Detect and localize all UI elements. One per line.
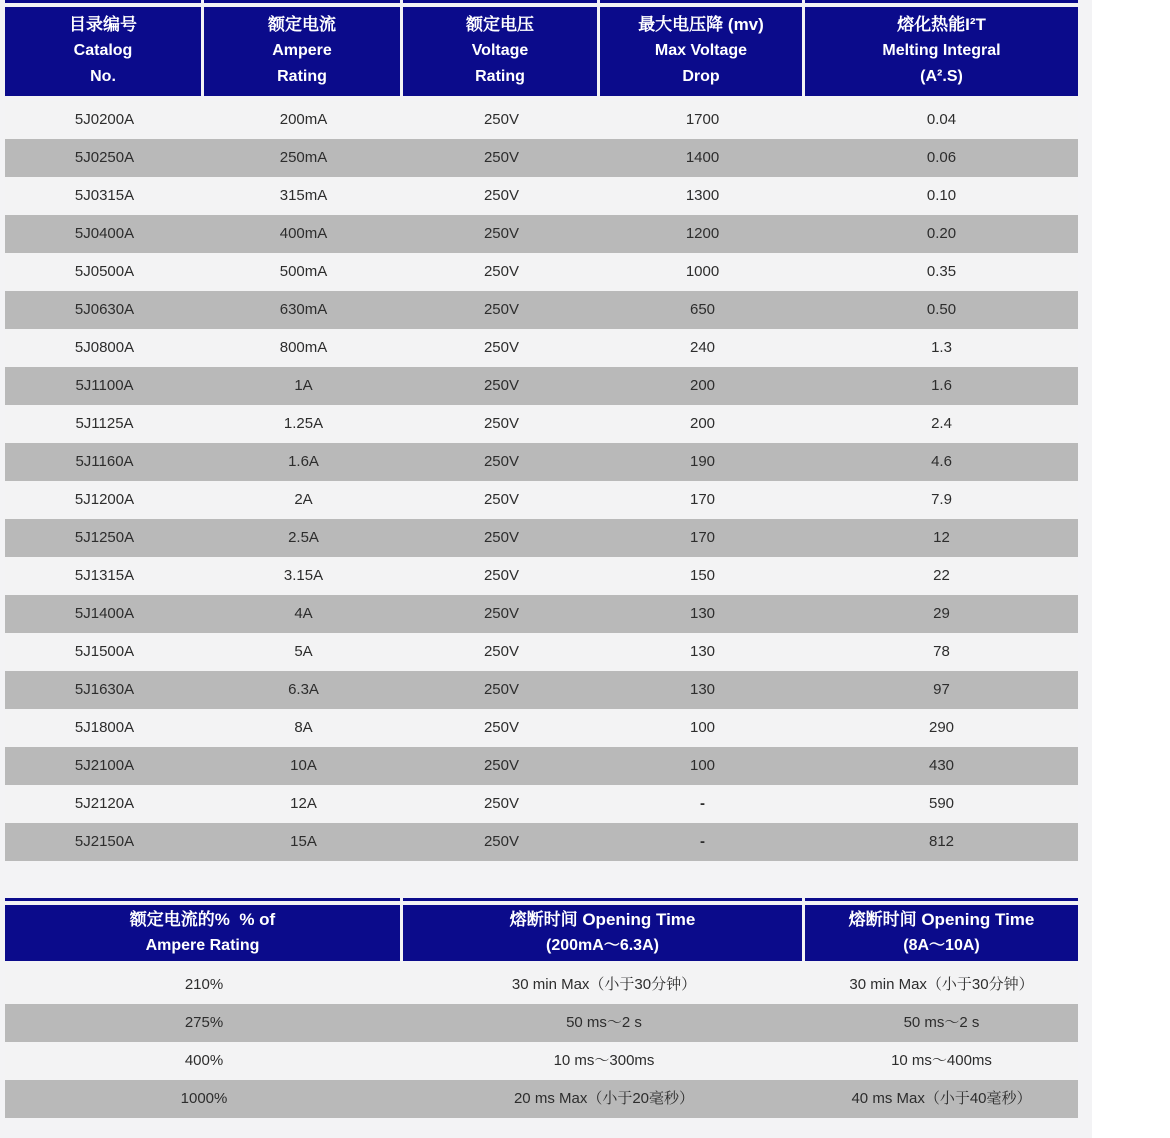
table-cell: 4.6 [931, 453, 952, 470]
table-cell: 200mA [279, 111, 328, 128]
table-cell: 250V [483, 643, 520, 660]
table-cell: 5J0250A [74, 149, 135, 166]
spec-row [5, 253, 1078, 291]
spec-table-header [5, 7, 1078, 96]
header-cell-max-voltage-drop [600, 7, 805, 96]
header-cell-opening-time-low-range [403, 905, 805, 961]
spec-row [5, 709, 1078, 747]
table-cell: 5A [294, 643, 313, 660]
table-cell: 812 [928, 833, 955, 850]
table-cell: 5J2120A [74, 795, 135, 812]
table-cell: 30 min Max（小于30分钟） [511, 976, 697, 993]
table-cell: 1200 [685, 225, 720, 242]
spec-row [5, 785, 1078, 823]
top-border-segment [403, 898, 805, 901]
table-cell: 315mA [279, 187, 328, 204]
opening-time-table-top-border [5, 898, 1078, 901]
table-cell: 250V [483, 225, 520, 242]
table-cell: 1000 [685, 263, 720, 280]
table-cell: 250V [483, 757, 520, 774]
table-cell: 400% [184, 1052, 224, 1069]
spec-row [5, 633, 1078, 671]
spec-table-body [5, 101, 1078, 861]
header-label-zh: 目录编号 [69, 15, 137, 34]
opening-time-table-body [5, 966, 1078, 1118]
table-cell: 100 [689, 719, 716, 736]
opening-time-row [5, 1080, 1078, 1118]
spec-row [5, 823, 1078, 861]
table-cell: 30 min Max（小于30分钟） [849, 976, 1034, 993]
header-label-zh: 熔断时间 Opening Time [509, 910, 696, 929]
header-cell-catalog-no [5, 7, 204, 96]
table-cell: 250V [483, 111, 520, 128]
table-cell: 250V [483, 187, 520, 204]
header-label-zh: 额定电流 [268, 15, 336, 34]
table-cell: 250V [483, 605, 520, 622]
table-cell: 200 [689, 415, 716, 432]
table-cell: 0.06 [926, 149, 957, 166]
header-label-en: Voltage [471, 42, 529, 59]
header-cell-ampere-rating [204, 7, 403, 96]
spec-row [5, 557, 1078, 595]
table-cell: 430 [928, 757, 955, 774]
table-cell: 170 [689, 491, 716, 508]
spec-row [5, 443, 1078, 481]
table-cell: 5J0630A [74, 301, 135, 318]
table-cell: 290 [928, 719, 955, 736]
table-cell: 130 [689, 681, 716, 698]
table-cell: 5J0400A [74, 225, 135, 242]
table-cell: 1.25A [283, 415, 324, 432]
header-label-en: (200mA～6.3A) [546, 937, 659, 954]
spec-row [5, 405, 1078, 443]
table-cell: 1.3 [931, 339, 952, 356]
table-cell: 5J1160A [75, 453, 134, 470]
table-cell: 5J1500A [74, 643, 135, 660]
table-cell: 500mA [279, 263, 328, 280]
table-cell: 12A [290, 795, 317, 812]
table-cell: 50 ms～2 s [566, 1014, 642, 1031]
spec-row [5, 177, 1078, 215]
table-cell: 5J0500A [74, 263, 135, 280]
header-cell-voltage-rating [403, 7, 600, 96]
spec-row [5, 139, 1078, 177]
header-label-zh: 额定电流的% % of [129, 910, 276, 929]
table-cell: 50 ms～2 s [903, 1014, 980, 1031]
opening-time-table-header [5, 905, 1078, 961]
spec-row [5, 519, 1078, 557]
table-cell: 250V [483, 301, 520, 318]
table-cell: 2A [294, 491, 313, 508]
spec-row [5, 291, 1078, 329]
header-label-en: (A².S) [920, 68, 963, 85]
table-cell: 250mA [279, 149, 328, 166]
spec-table-top-border [5, 0, 1078, 3]
spec-row [5, 747, 1078, 785]
top-border-segment [5, 0, 204, 3]
table-cell: 7.9 [931, 491, 952, 508]
table-cell: 5J2150A [74, 833, 135, 850]
table-cell: 0.35 [926, 263, 957, 280]
table-cell: 240 [689, 339, 716, 356]
header-label-en: Ampere [272, 42, 332, 59]
header-label-en: Melting Integral [882, 42, 1001, 59]
spec-row [5, 595, 1078, 633]
opening-time-row [5, 966, 1078, 1004]
table-cell: 12 [933, 529, 950, 546]
table-cell: 650 [689, 301, 716, 318]
header-cell-melting-integral [805, 7, 1078, 96]
table-cell: 250V [483, 263, 520, 280]
table-cell: 5J1200A [74, 491, 135, 508]
top-border-segment [805, 0, 1078, 3]
table-cell: 5J1630A [74, 681, 135, 698]
table-cell: 78 [933, 643, 950, 660]
header-label-en: Ampere Rating [145, 937, 260, 954]
table-cell: 250V [483, 681, 520, 698]
table-cell: 250V [483, 529, 520, 546]
table-cell: 10A [290, 757, 317, 774]
header-label-en: Max Voltage [654, 42, 748, 59]
table-cell: 210% [184, 976, 224, 993]
table-cell: 40 ms Max（小于40毫秒） [851, 1090, 1032, 1107]
header-cell-opening-time-high-range [805, 905, 1078, 961]
spec-row [5, 367, 1078, 405]
table-cell: 22 [933, 567, 950, 584]
table-cell: 800mA [279, 339, 328, 356]
table-cell: 97 [933, 681, 950, 698]
table-cell: 1.6A [288, 453, 319, 470]
opening-time-row [5, 1004, 1078, 1042]
header-label-zh: 最大电压降 (mv) [638, 15, 764, 34]
table-cell: 1400 [685, 149, 720, 166]
header-label-en: Catalog [73, 42, 133, 59]
table-cell: 1300 [685, 187, 720, 204]
opening-time-row [5, 1042, 1078, 1080]
spec-row [5, 101, 1078, 139]
table-cell: 250V [483, 567, 520, 584]
table-cell: 5J0315A [74, 187, 135, 204]
header-label-en: Rating [277, 68, 327, 85]
top-border-segment [403, 0, 600, 3]
table-cell: 4A [294, 605, 313, 622]
table-cell: 250V [483, 719, 520, 736]
table-cell: 130 [689, 605, 716, 622]
table-cell: 190 [689, 453, 716, 470]
table-cell: 275% [184, 1014, 224, 1031]
header-cell-percent-of-rating [5, 905, 403, 961]
table-cell: 5J2100A [74, 757, 135, 774]
top-border-segment [204, 0, 403, 3]
top-border-segment [805, 898, 1078, 901]
table-cell: 2.5A [288, 529, 319, 546]
spec-row [5, 215, 1078, 253]
table-cell: 5J0200A [74, 111, 135, 128]
table-cell: 29 [933, 605, 950, 622]
table-cell: 2.4 [931, 415, 952, 432]
table-cell: 1000% [180, 1090, 228, 1107]
table-cell: 1A [294, 377, 313, 394]
table-cell: 130 [689, 643, 716, 660]
table-cell: 8A [294, 719, 313, 736]
table-cell: 250V [483, 377, 520, 394]
table-cell: 200 [689, 377, 716, 394]
table-cell: 10 ms～400ms [891, 1052, 992, 1069]
spec-row [5, 481, 1078, 519]
table-cell: 0.04 [926, 111, 957, 128]
table-cell: 250V [483, 339, 520, 356]
table-cell: - [700, 795, 705, 812]
table-cell: 150 [689, 567, 716, 584]
spec-row [5, 671, 1078, 709]
table-cell: 15A [290, 833, 317, 850]
table-cell: 250V [483, 415, 520, 432]
table-cell: 1700 [685, 111, 720, 128]
table-cell: 0.10 [926, 187, 957, 204]
spec-row [5, 329, 1078, 367]
table-cell: 5J1800A [74, 719, 135, 736]
table-cell: 250V [483, 833, 520, 850]
table-cell: 590 [928, 795, 955, 812]
opening-time-table [5, 898, 1078, 1118]
table-cell: 250V [483, 491, 520, 508]
table-cell: 6.3A [288, 681, 319, 698]
table-cell: 3.15A [283, 567, 324, 584]
table-cell: 250V [483, 149, 520, 166]
table-cell: 5J0800A [74, 339, 135, 356]
table-cell: 250V [483, 795, 520, 812]
table-cell: 0.50 [926, 301, 957, 318]
table-cell: - [700, 833, 705, 850]
table-cell: 10 ms～300ms [553, 1052, 655, 1069]
header-label-en: (8A～10A) [903, 937, 980, 954]
table-cell: 170 [689, 529, 716, 546]
table-cell: 5J1400A [74, 605, 135, 622]
table-cell: 5J1315A [74, 567, 135, 584]
table-cell: 5J1125A [75, 415, 134, 432]
spec-table [5, 0, 1078, 861]
top-border-segment [5, 898, 403, 901]
header-label-en: Drop [682, 68, 720, 85]
table-cell: 5J1100A [75, 377, 134, 394]
table-cell: 400mA [279, 225, 328, 242]
table-cell: 100 [689, 757, 716, 774]
header-label-en: No. [90, 68, 116, 85]
table-cell: 1.6 [931, 377, 952, 394]
header-label-zh: 熔断时间 Opening Time [848, 910, 1035, 929]
top-border-segment [600, 0, 805, 3]
header-label-zh: 熔化热能I²T [897, 15, 986, 34]
table-cell: 630mA [279, 301, 328, 318]
table-cell: 0.20 [926, 225, 957, 242]
header-label-zh: 额定电压 [466, 15, 534, 34]
header-label-en: Rating [475, 68, 525, 85]
table-cell: 250V [483, 453, 520, 470]
table-cell: 5J1250A [74, 529, 135, 546]
table-cell: 20 ms Max（小于20毫秒） [513, 1090, 695, 1107]
